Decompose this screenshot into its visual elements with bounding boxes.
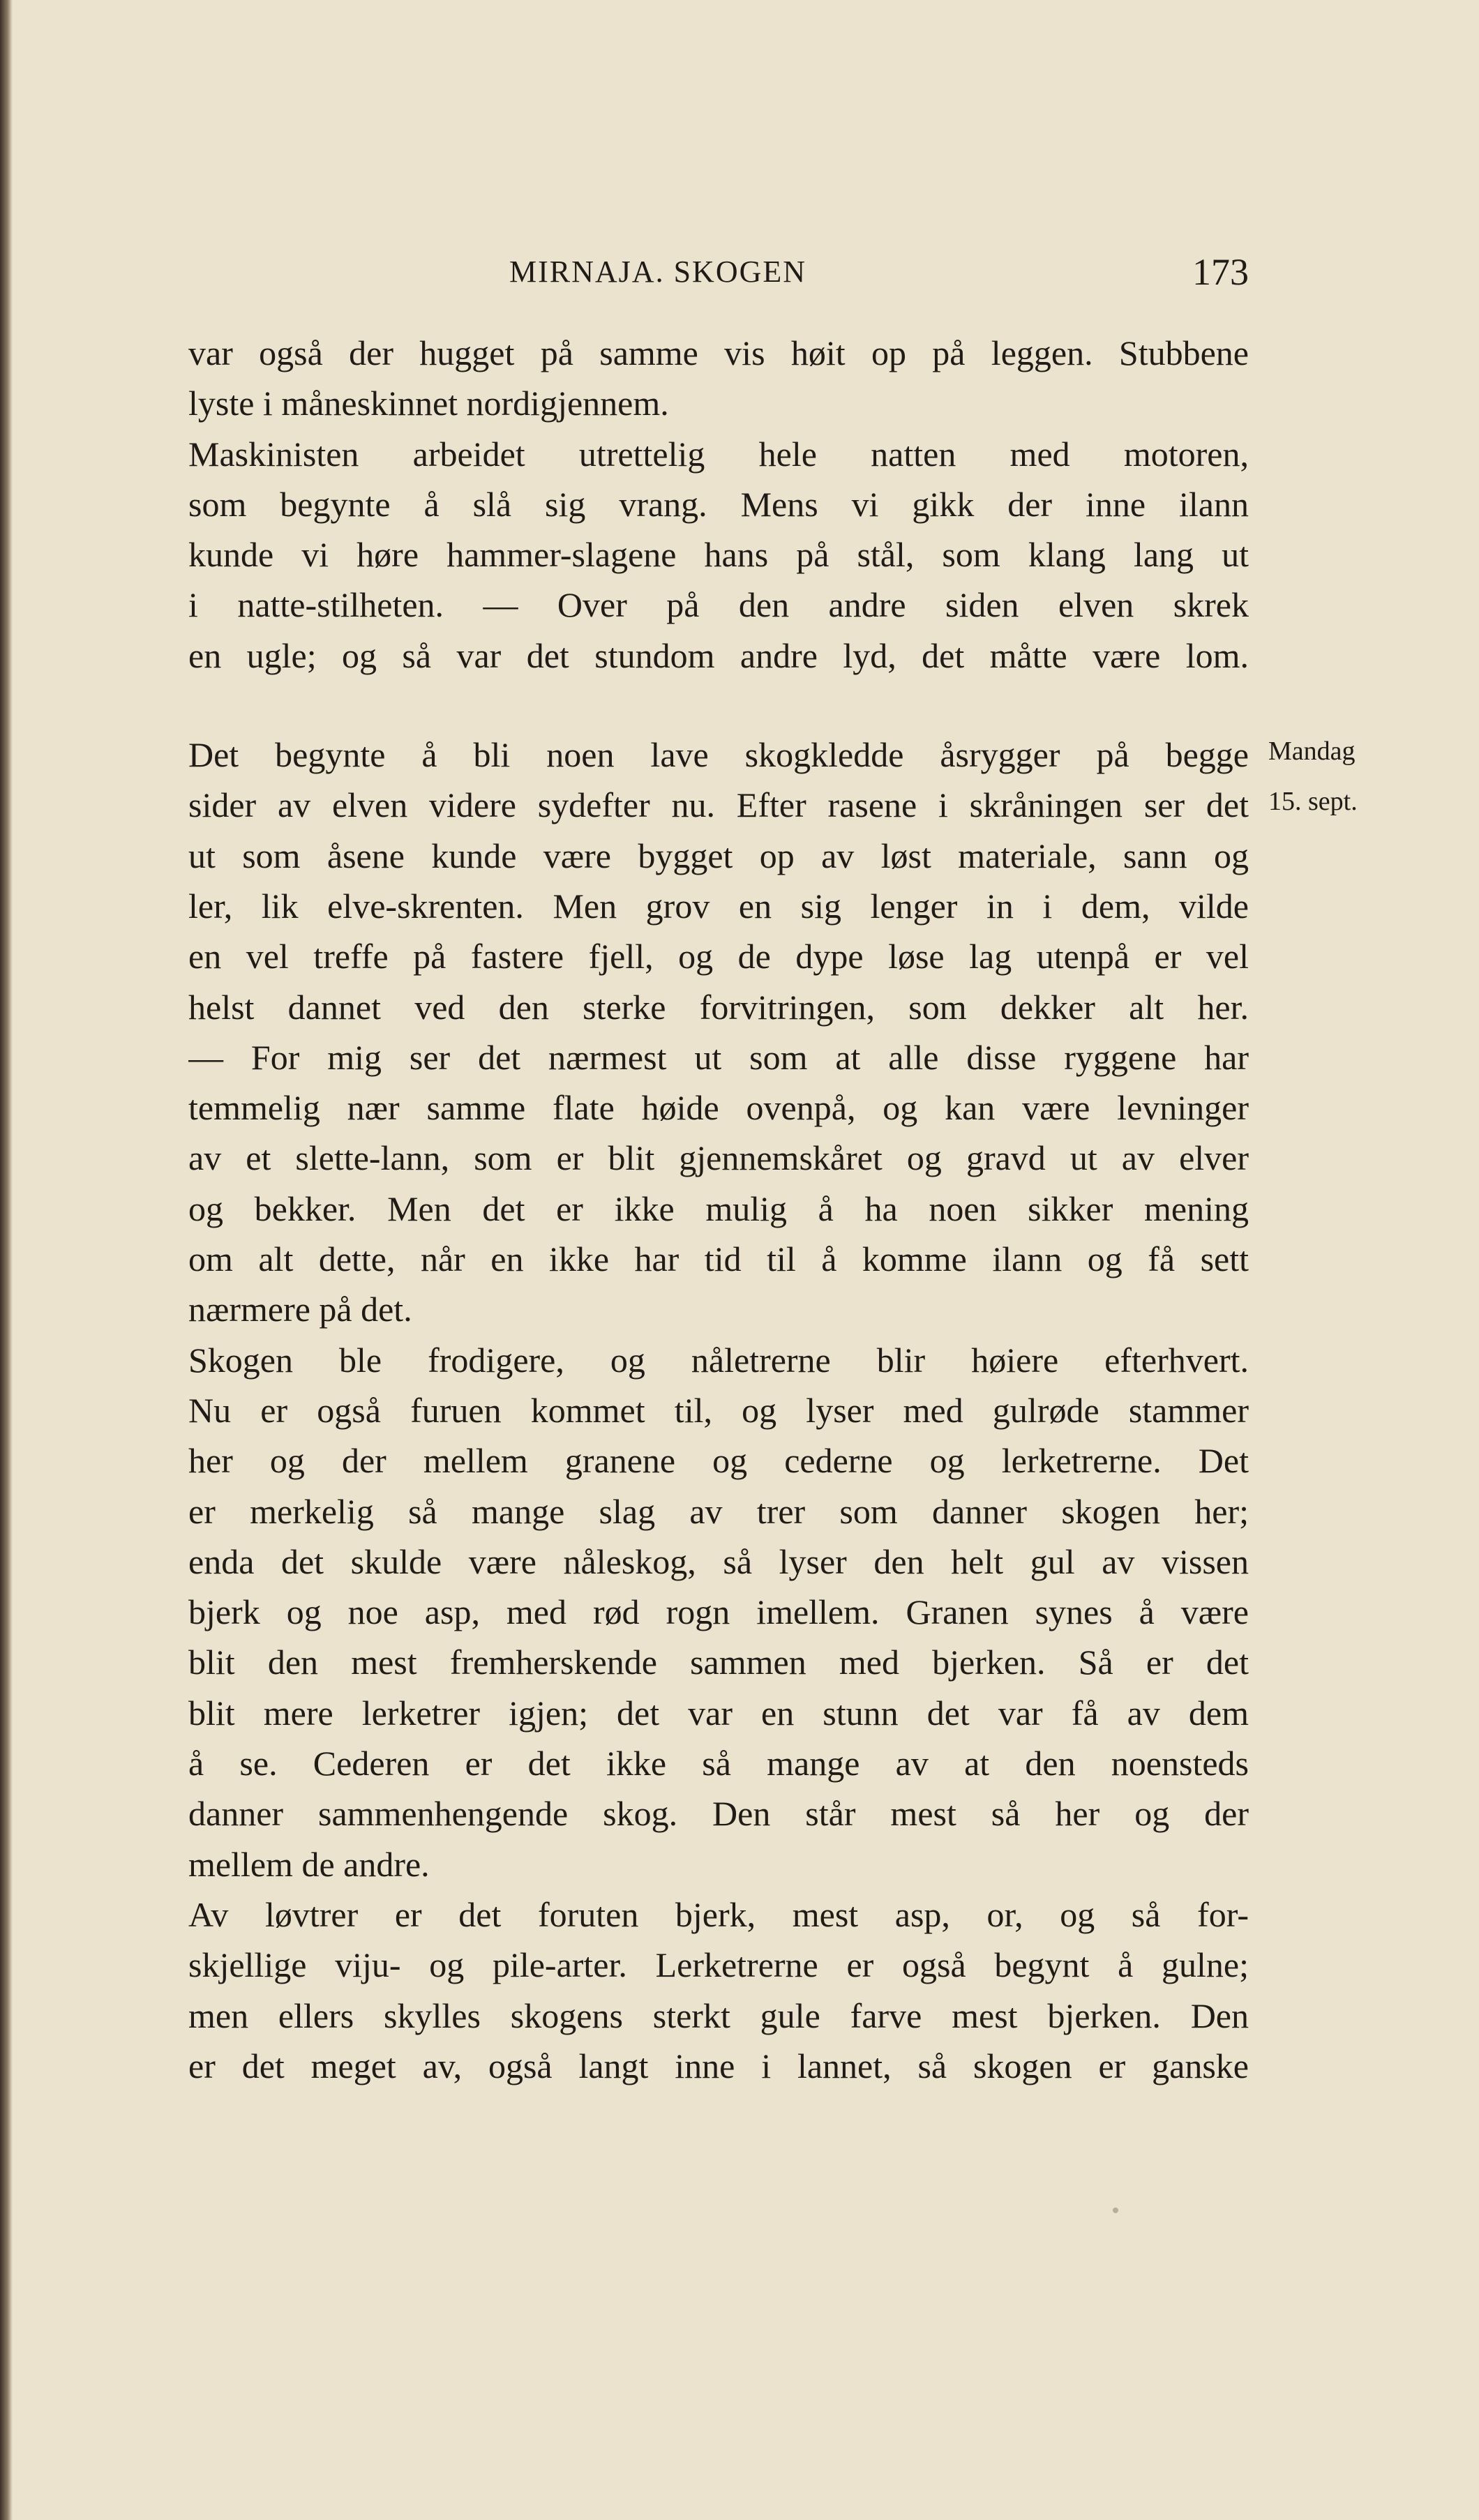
text-line: danner sammenhengende skog. Den står mest så her og der xyxy=(188,1794,1249,1834)
text-line: er merkelig så mange slag av trer som danner skogen her; xyxy=(188,1491,1249,1531)
text-line: å se. Cederen er det ikke så mange av at den noensteds xyxy=(188,1744,1249,1783)
text-line: skjellige viju- og pile-arter. Lerketrerne er også begynt å gulne; xyxy=(188,1945,1249,1985)
section-gap xyxy=(188,681,1249,730)
text-line: Maskinisten arbeidet utrettelig hele natten med motoren, xyxy=(188,434,1249,474)
page-number: 173 xyxy=(1192,251,1249,293)
margin-note-date-day: Mandag xyxy=(1268,737,1356,766)
text-line: i natte-stilheten. — Over på den andre siden elven skrek xyxy=(188,585,1249,625)
text-line: Det begynte å bli noen lave skogkledde åsrygger på begge xyxy=(188,735,1249,775)
text-line: — For mig ser det nærmest ut som at alle disse ryggene har xyxy=(188,1037,1249,1077)
text-line: av et slette-lann, som er blit gjennemskåret og gravd ut av elver xyxy=(188,1138,1249,1178)
text-line: Nu er også furuen kommet til, og lyser med gulrøde stammer xyxy=(188,1390,1249,1430)
text-line: sider av elven videre sydefter nu. Efter rasene i skråningen ser det xyxy=(188,785,1249,825)
text-line: ler, lik elve-skrenten. Men grov en sig lenger in i dem, vilde xyxy=(188,886,1249,926)
text-line: mellem de andre. xyxy=(188,1844,430,1884)
text-line: nærmere på det. xyxy=(188,1290,412,1329)
text-line: blit mere lerketrer igjen; det var en stunn det var få av dem xyxy=(188,1693,1249,1733)
body-text xyxy=(188,328,1249,2091)
text-line: men ellers skylles skogens sterkt gule farve mest bjerken. Den xyxy=(188,1995,1249,2035)
text-line: lyste i måneskinnet nordigjennem. xyxy=(188,384,669,423)
text-line: temmelig nær samme flate høide ovenpå, og kan være levninger xyxy=(188,1088,1249,1128)
paper-speck xyxy=(1113,2208,1118,2213)
text-line: kunde vi høre hammer-slagene hans på stål, som klang lang ut xyxy=(188,535,1249,575)
text-line: og bekker. Men det er ikke mulig å ha noen sikker mening xyxy=(188,1189,1249,1228)
text-line: en ugle; og så var det stundom andre lyd, det måtte være lom. xyxy=(188,635,1249,675)
text-line: blit den mest fremherskende sammen med bjerken. Så er det xyxy=(188,1643,1249,1682)
page-edge xyxy=(0,0,13,2520)
text-line: om alt dette, når en ikke har tid til å komme ilann og få sett xyxy=(188,1239,1249,1279)
text-line: helst dannet ved den sterke forvitringen, som dekker alt her. xyxy=(188,987,1249,1027)
text-line: enda det skulde være nåleskog, så lyser den helt gul av vissen xyxy=(188,1541,1249,1581)
text-line: var også der hugget på samme vis høit op på leggen. Stubbene xyxy=(188,333,1249,372)
page-header xyxy=(188,248,1249,303)
text-line: Av løvtrer er det foruten bjerk, mest asp, or, og så for- xyxy=(188,1894,1249,1934)
text-line: bjerk og noe asp, med rød rogn imellem. Granen synes å være xyxy=(188,1592,1249,1632)
text-line: her og der mellem granene og cederne og lerketrerne. Det xyxy=(188,1441,1249,1481)
margin-note-date: 15. sept. xyxy=(1268,787,1358,816)
text-line: en vel treffe på fastere fjell, og de dype løse lag utenpå er vel xyxy=(188,937,1249,976)
text-line: Skogen ble frodigere, og nåletrerne blir høiere efterhvert. xyxy=(188,1340,1249,1380)
running-title: MIRNAJA. SKOGEN xyxy=(509,255,807,289)
text-line: ut som åsene kunde være bygget op av løst materiale, sann og xyxy=(188,836,1249,875)
text-line: som begynte å slå sig vrang. Mens vi gikk der inne ilann xyxy=(188,484,1249,524)
text-line: er det meget av, også langt inne i lannet, så skogen er ganske xyxy=(188,2046,1249,2085)
